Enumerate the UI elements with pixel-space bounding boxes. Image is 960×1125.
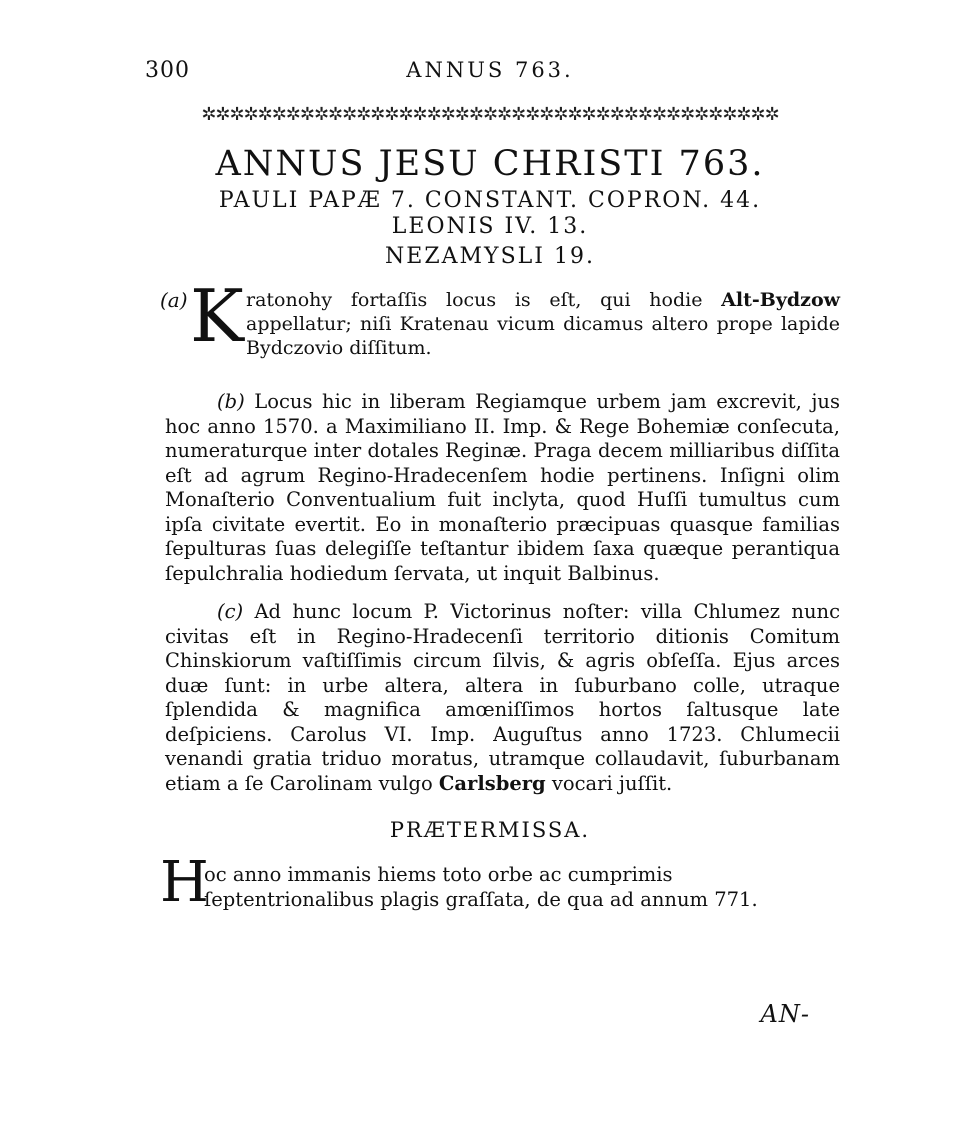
note-a-text-1: ratonohy fortaſſis locus is eſt, qui hodie — [246, 289, 722, 311]
note-c-text-1: Ad hunc locum P. Victorinus noſter: villa Chlumez nunc civitas eſt in Regino-Hradecenſi territorio ditionis Comitum Chinskiorum vaſtiſſimis circum ſilvis, & agris obſeſſa. Ejus arces duæ ſunt: in urbe altera, altera in ſuburbano colle, utraque ſplendida & magnifica amœniſſimos hortos ſaltusque late deſpiciens. Carolus VI. Imp. Auguſtus anno 1723. Chlumecii venandi gratia triduo moratus, utramque collaudavit, ſuburbanam etiam a ſe Carolinam vulgo — [165, 600, 840, 795]
ornament-border: ✲✲✲✲✲✲✲✲✲✲✲✲✲✲✲✲✲✲✲✲✲✲✲✲✲✲✲✲✲✲✲✲✲✲✲✲✲✲✲✲✲ — [201, 104, 779, 125]
reign-line-1: PAULI PAPÆ 7. CONSTANT. COPRON. 44. — [218, 188, 762, 213]
note-a-dropcap: K — [190, 274, 244, 358]
reign-line-2: LEONIS IV. 13. — [391, 214, 589, 239]
note-c — [165, 600, 840, 796]
note-b-text: Locus hic in liberam Regiamque urbem jam excrevit, jus hoc anno 1570. a Maximiliano II. Imp. & Rege Bohemiæ conſecuta, numeraturque inter dotales Reginæ. Praga decem milliaribus diſſita eſt ad agrum Regino-Hradecenſem hodie pertinens. Inſigni olim Monaſterio Conventualium fuit inclyta, quod Huſſi tumultus cum ipſa civitate evertit. Eo in monaſterio præcipuas quasque familias ſepulturas ſuas delegiſſe teſtantur ibidem ſaxa quæque perantiqua ſepulchralia hodiedum ſervata, ut inquit Balbinus. — [165, 390, 840, 585]
praetermissa-dropcap: H — [160, 850, 209, 915]
note-a-text — [246, 288, 840, 360]
note-b-mark: (b) — [217, 390, 245, 413]
running-title: ANNUS 763. — [406, 58, 574, 82]
note-c-mark: (c) — [217, 600, 244, 623]
note-a-fraktur: Alt-Bydzow — [721, 289, 840, 311]
section-heading-praetermissa: PRÆTERMISSA. — [389, 818, 591, 842]
chapter-title: ANNUS JESU CHRISTI 763. — [215, 144, 765, 184]
running-head — [145, 58, 835, 92]
note-c-fraktur: Carlsberg — [438, 771, 546, 795]
note-b — [165, 390, 840, 586]
note-a-text-2: appellatur; niſi Kratenau vicum dicamus altero prope lapide Bydczovio diſſitum. — [246, 313, 840, 359]
page-number: 300 — [145, 58, 190, 83]
note-c-text-2: vocari juſſit. — [545, 771, 673, 795]
chapter-headings — [150, 140, 830, 270]
praetermissa-paragraph — [160, 850, 840, 918]
reign-line-3: NEZAMYSLI 19. — [385, 244, 595, 269]
catchword: AN- — [760, 1000, 810, 1028]
note-a — [160, 274, 840, 368]
note-a-mark: (a) — [160, 288, 188, 312]
praetermissa-text: oc anno immanis hiems toto orbe ac cumprimis ſeptentrionalibus plagis graſſata, de qua ad annum 771. — [204, 863, 758, 911]
